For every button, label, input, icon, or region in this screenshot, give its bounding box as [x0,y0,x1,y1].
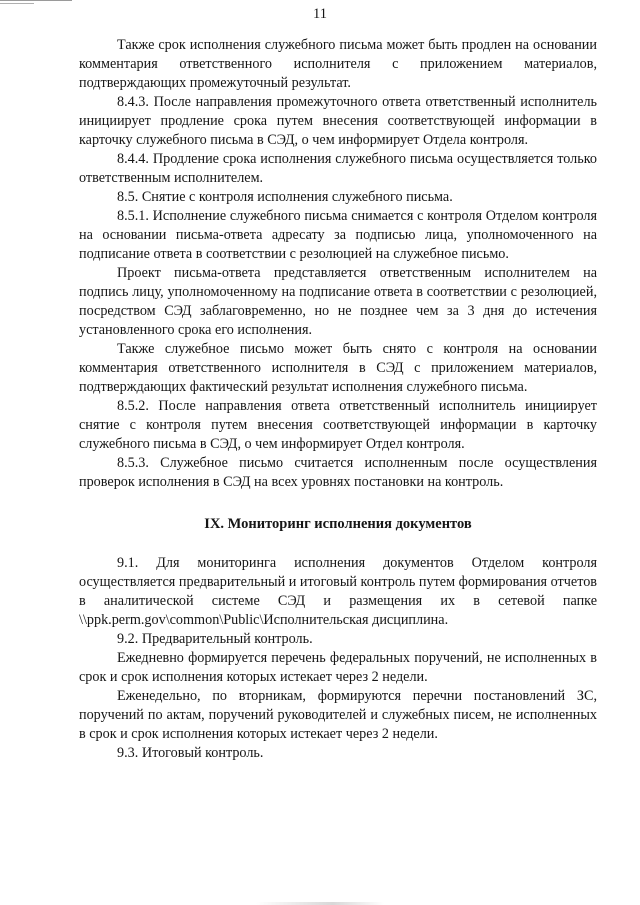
paragraph-8-5-2: 8.5.2. После направления ответа ответственный исполнитель инициирует снятие с контроля путем внесения соответствующей информации в карточку служебного письма в СЭД, о чем информирует Отдел контроля. [79,398,597,452]
paragraph-draft-reply: Проект письма-ответа представляется ответственным исполнителем на подпись лицу, уполномоченному на подписание ответа в соответствии с резолюцией, посредством СЭД заблаговременно, но не позднее чем за 3 дня до истечения установленного срока его исполнения. [79,265,597,338]
paragraph-removal-by-comment: Также служебное письмо может быть снято с контроля на основании комментария ответственного исполнителя в СЭД с приложением материалов, подтверждающих фактический результат исполнения служебного письма. [79,341,597,395]
paragraph-9-2: 9.2. Предварительный контроль. [117,631,313,647]
paragraph-8-5-1: 8.5.1. Исполнение служебного письма снимается с контроля Отделом контроля на основании письма-ответа адресату за подписью лица, уполномоченного на подписание ответа в соответствии с резолюцией на служебное письмо. [79,208,597,262]
paragraph-8-4-4: 8.4.4. Продление срока исполнения служебного письма осуществляется только ответственным исполнителем. [79,151,597,186]
paragraph-9-3: 9.3. Итоговый контроль. [117,745,264,761]
document-body [79,36,597,763]
section-heading-ix: IX. Мониторинг исполнения документов [204,516,472,532]
paragraph-8-4-3: 8.4.3. После направления промежуточного ответа ответственный исполнитель инициирует продление срока путем внесения соответствующей информации в карточку служебного письма в СЭД, о чем информирует Отдела контроля. [79,94,597,148]
scan-edge-mark [0,0,72,4]
paragraph-9-1: 9.1. Для мониторинга исполнения документов Отделом контроля осуществляется предварительный и итоговый контроль путем формирования отчетов в аналитической системе СЭД и размещения их в сетевой папке \\ppk.perm.gov\common\Public\Исполнительская дисциплина. [79,555,597,628]
paragraph-extension-basis: Также срок исполнения служебного письма может быть продлен на основании комментария ответственного исполнителя с приложением материалов, подтверждающих промежуточный результат. [79,37,597,91]
paragraph-weekly-lists: Еженедельно, по вторникам, формируются перечни постановлений ЗС, поручений по актам, поручений руководителей и служебных писем, не исполненных в срок и срок исполнения которых истекает через 2 недели. [79,688,597,742]
page-number: 11 [313,6,327,22]
paragraph-8-5-3: 8.5.3. Служебное письмо считается исполненным после осуществления проверок исполнения в СЭД на всех уровнях постановки на контроль. [79,455,597,490]
paragraph-8-5: 8.5. Снятие с контроля исполнения служебного письма. [117,189,453,205]
paragraph-daily-list: Ежедневно формируется перечень федеральных поручений, не исполненных в срок и срок исполнения которых истекает через 2 недели. [79,650,597,685]
